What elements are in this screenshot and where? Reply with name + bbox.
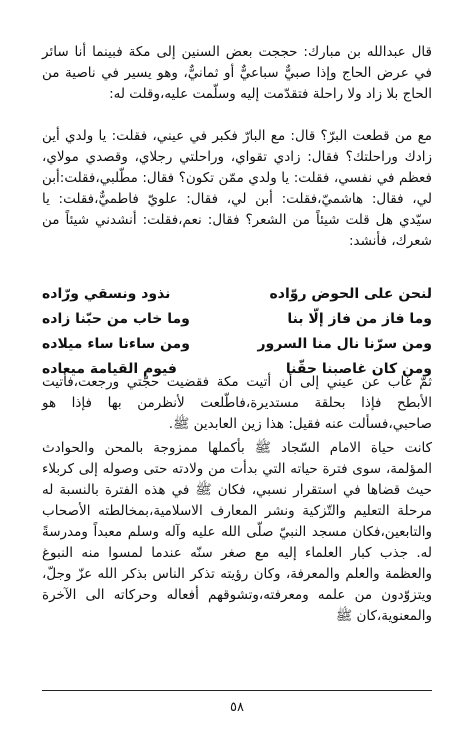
verse-second-hemistich: وما خاب من حبّنا زاده: [42, 311, 190, 327]
verse-first-hemistich: ومن كان غاصبنا حقّنا: [285, 361, 432, 377]
footer-divider: [42, 690, 432, 691]
paragraph-text: مع من قطعت البرّ؟ قال: مع البارّ فكبر في عيني، فقلت: يا ولدي أين زادك وراحلتك؟ فقال: زادي تقواي، وراحلتي رجلاي، وقصدي مولاي، فعظم في نفسي، فقلت: يا ولدي ممّن تكون؟ فقال: مطّلبي،فقلت:أبن لي، فقال: هاشميّ،فقلت: أبن لي، فقال: علويّ فاطميٌّ،فقلت: يا سيّدي هل قلت شيئاً من الشعر؟ فقال: نعم،فقلت: أنشدني شيئاً من شعرك، فأنشد:: [42, 128, 432, 249]
verse-first-hemistich: لنحن على الحوض روّاده: [269, 286, 432, 302]
poem-verse: [42, 282, 432, 307]
paragraph-text: قال عبدالله بن مبارك: حججت بعض السنين إلى مكة فبينما أنا سائر في عرض الحاج وإذا صبيٌّ سباعيٌّ أو ثمانيٌّ، وهو يسير في ناصية من الحاج بلا زاد ولا راحلة فتقدّمت إليه وسلّمت عليه،وقلت له:: [42, 44, 432, 102]
paragraph-intro: [42, 42, 432, 105]
poem-verse: [42, 307, 432, 332]
paragraph-dialogue: [42, 126, 432, 252]
poem-verse: [42, 332, 432, 357]
paragraph-text: كانت حياة الامام السّجاد ﷺ بأكملها ممزوجة بالمحن والحوادث المؤلمة، سوى فترة حياته التي بدأت من ولادته حتى وصوله إلى كربلاء حيث قضاها في استقرار نسبي، فكان ﷺ في هذه الفترة بالنسبة له مرحلة التعليم والتّزكية ونشر المعارف الاسلامية،بمخالطته الأصحاب والتابعين،فكان مسجد النبيّ صلّى الله عليه وآله وسلم معبداً ومدرسةً له. جذب كبار العلماء إليه مع صغر سنّه عندما لمسوا منه النبوغ والعظمة والعلم والمعرفة، وكان رؤيته تذكر الناس بذكر الله عزّ وجلّ، ويتزوّدون من علمه ومعرفته،وتشوقهم أفعاله وحركاته الى الآخرة والمعنوية،كان ﷺ: [42, 440, 432, 624]
verse-second-hemistich: نذود ونسقي ورّاده: [42, 286, 171, 302]
page-number: ٥٨: [230, 700, 244, 715]
verse-first-hemistich: وما فاز من فاز إلّا بنا: [287, 311, 432, 327]
paragraph-text: ثمّ غاب عن عيني إلى أن أتيت مكة فقضيت حجّتي ورجعت،فأتيت الأبطح فإذا بحلقة مستديرة،فاطّلعت لأنظرمن بها فإذا هو صاحبي،فسألت عنه فقيل: هذا زين العابدين ﷺ.: [42, 374, 432, 432]
verse-second-hemistich: فيوم القيامة ميعاده: [42, 361, 177, 377]
verse-first-hemistich: ومن سرّنا نال منا السرور: [257, 336, 432, 352]
verse-second-hemistich: ومن ساءنا ساء ميلاده: [42, 336, 190, 352]
paragraph-return: [42, 372, 432, 435]
poem-block: [42, 282, 432, 382]
paragraph-life: [42, 438, 432, 627]
